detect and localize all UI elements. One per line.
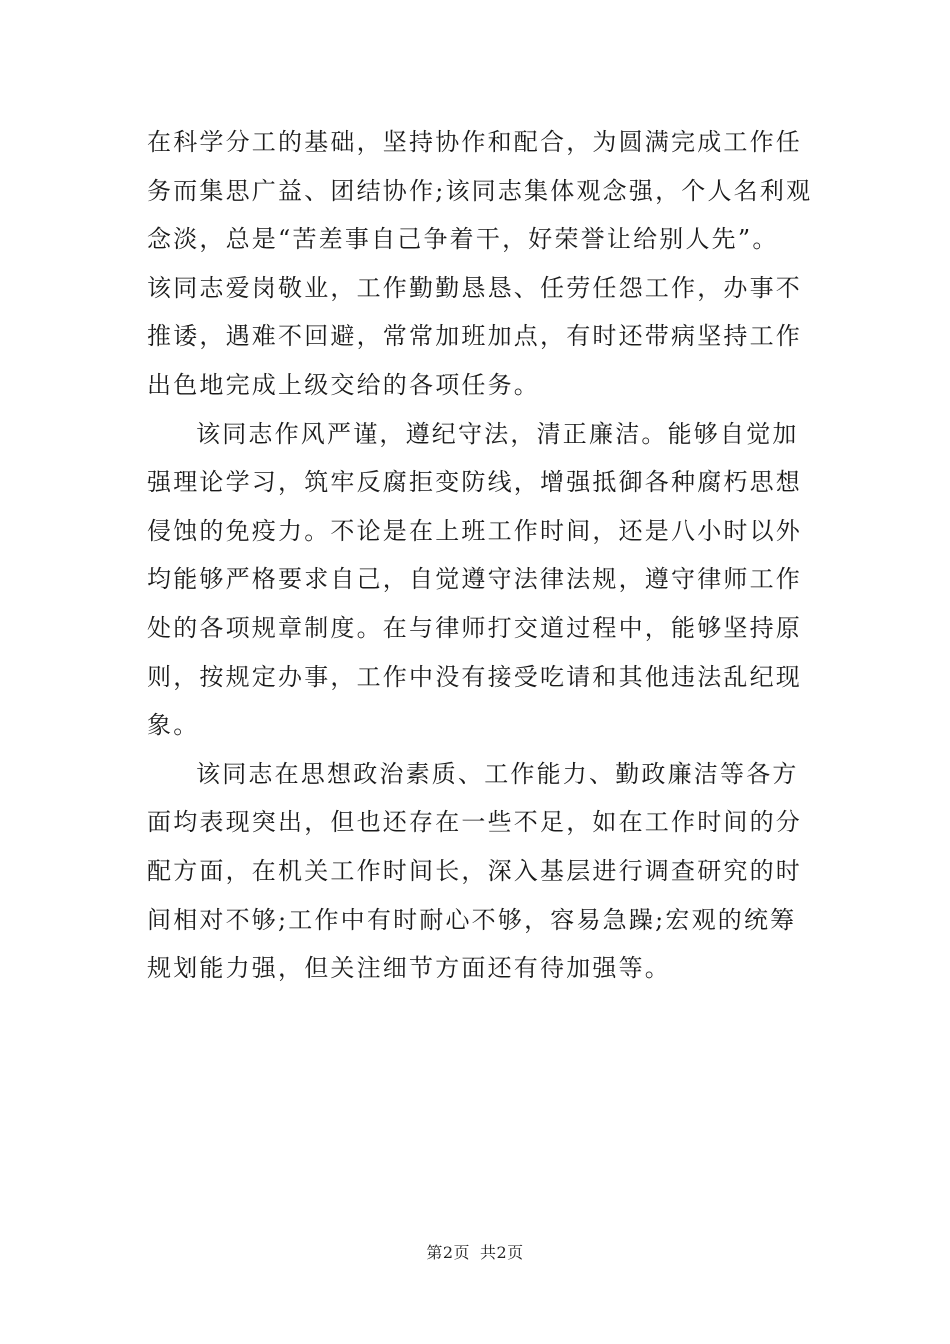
text-line: 该同志爱岗敬业，工作勤勤恳恳、任劳任怨工作，办事不 (147, 273, 802, 302)
text-line: 处的各项规章制度。在与律师打交道过程中，能够坚持原 (147, 613, 802, 642)
text-line: 强理论学习，筑牢反腐拒变防线，增强抵御各种腐朽思想 (147, 468, 802, 497)
text-line: 间相对不够;工作中有时耐心不够，容易急躁;宏观的统筹 (147, 905, 797, 934)
paragraph-1 (147, 118, 813, 410)
text-line: 念淡，总是“苦差事自己争着干，好荣誉让给别人先”。 (147, 225, 779, 254)
text-line: 侵蚀的免疫力。不论是在上班工作时间，还是八小时以外 (147, 516, 802, 545)
text-line: 面均表现突出，但也还存在一些不足，如在工作时间的分 (147, 808, 802, 837)
page-total: 共2页 (480, 1243, 524, 1262)
text-line: 该同志作风严谨，遵纪守法，清正廉洁。能够自觉加 (196, 419, 799, 448)
text-line: 出色地完成上级交给的各项任务。 (147, 370, 540, 399)
text-line: 象。 (147, 711, 200, 740)
document-body (147, 118, 813, 993)
text-line: 均能够严格要求自己，自觉遵守法律法规，遵守律师工作 (147, 565, 802, 594)
text-line: 则，按规定办事，工作中没有接受吃请和其他违法乱纪现 (147, 662, 802, 691)
page-footer (0, 1240, 950, 1263)
text-line: 配方面，在机关工作时间长，深入基层进行调查研究的时 (147, 856, 802, 885)
text-line: 务而集思广益、团结协作;该同志集体观念强，个人名利观 (147, 176, 813, 205)
page-number: 第2页 (426, 1243, 470, 1262)
text-line: 推诿，遇难不回避，常常加班加点，有时还带病坚持工作 (147, 322, 802, 351)
text-line: 该同志在思想政治素质、工作能力、勤政廉洁等各方 (196, 759, 799, 788)
text-line: 规划能力强，但关注细节方面还有待加强等。 (147, 954, 671, 983)
paragraph-2 (147, 410, 807, 750)
text-line: 在科学分工的基础，坚持协作和配合，为圆满完成工作任 (147, 128, 802, 156)
paragraph-3 (147, 750, 807, 993)
